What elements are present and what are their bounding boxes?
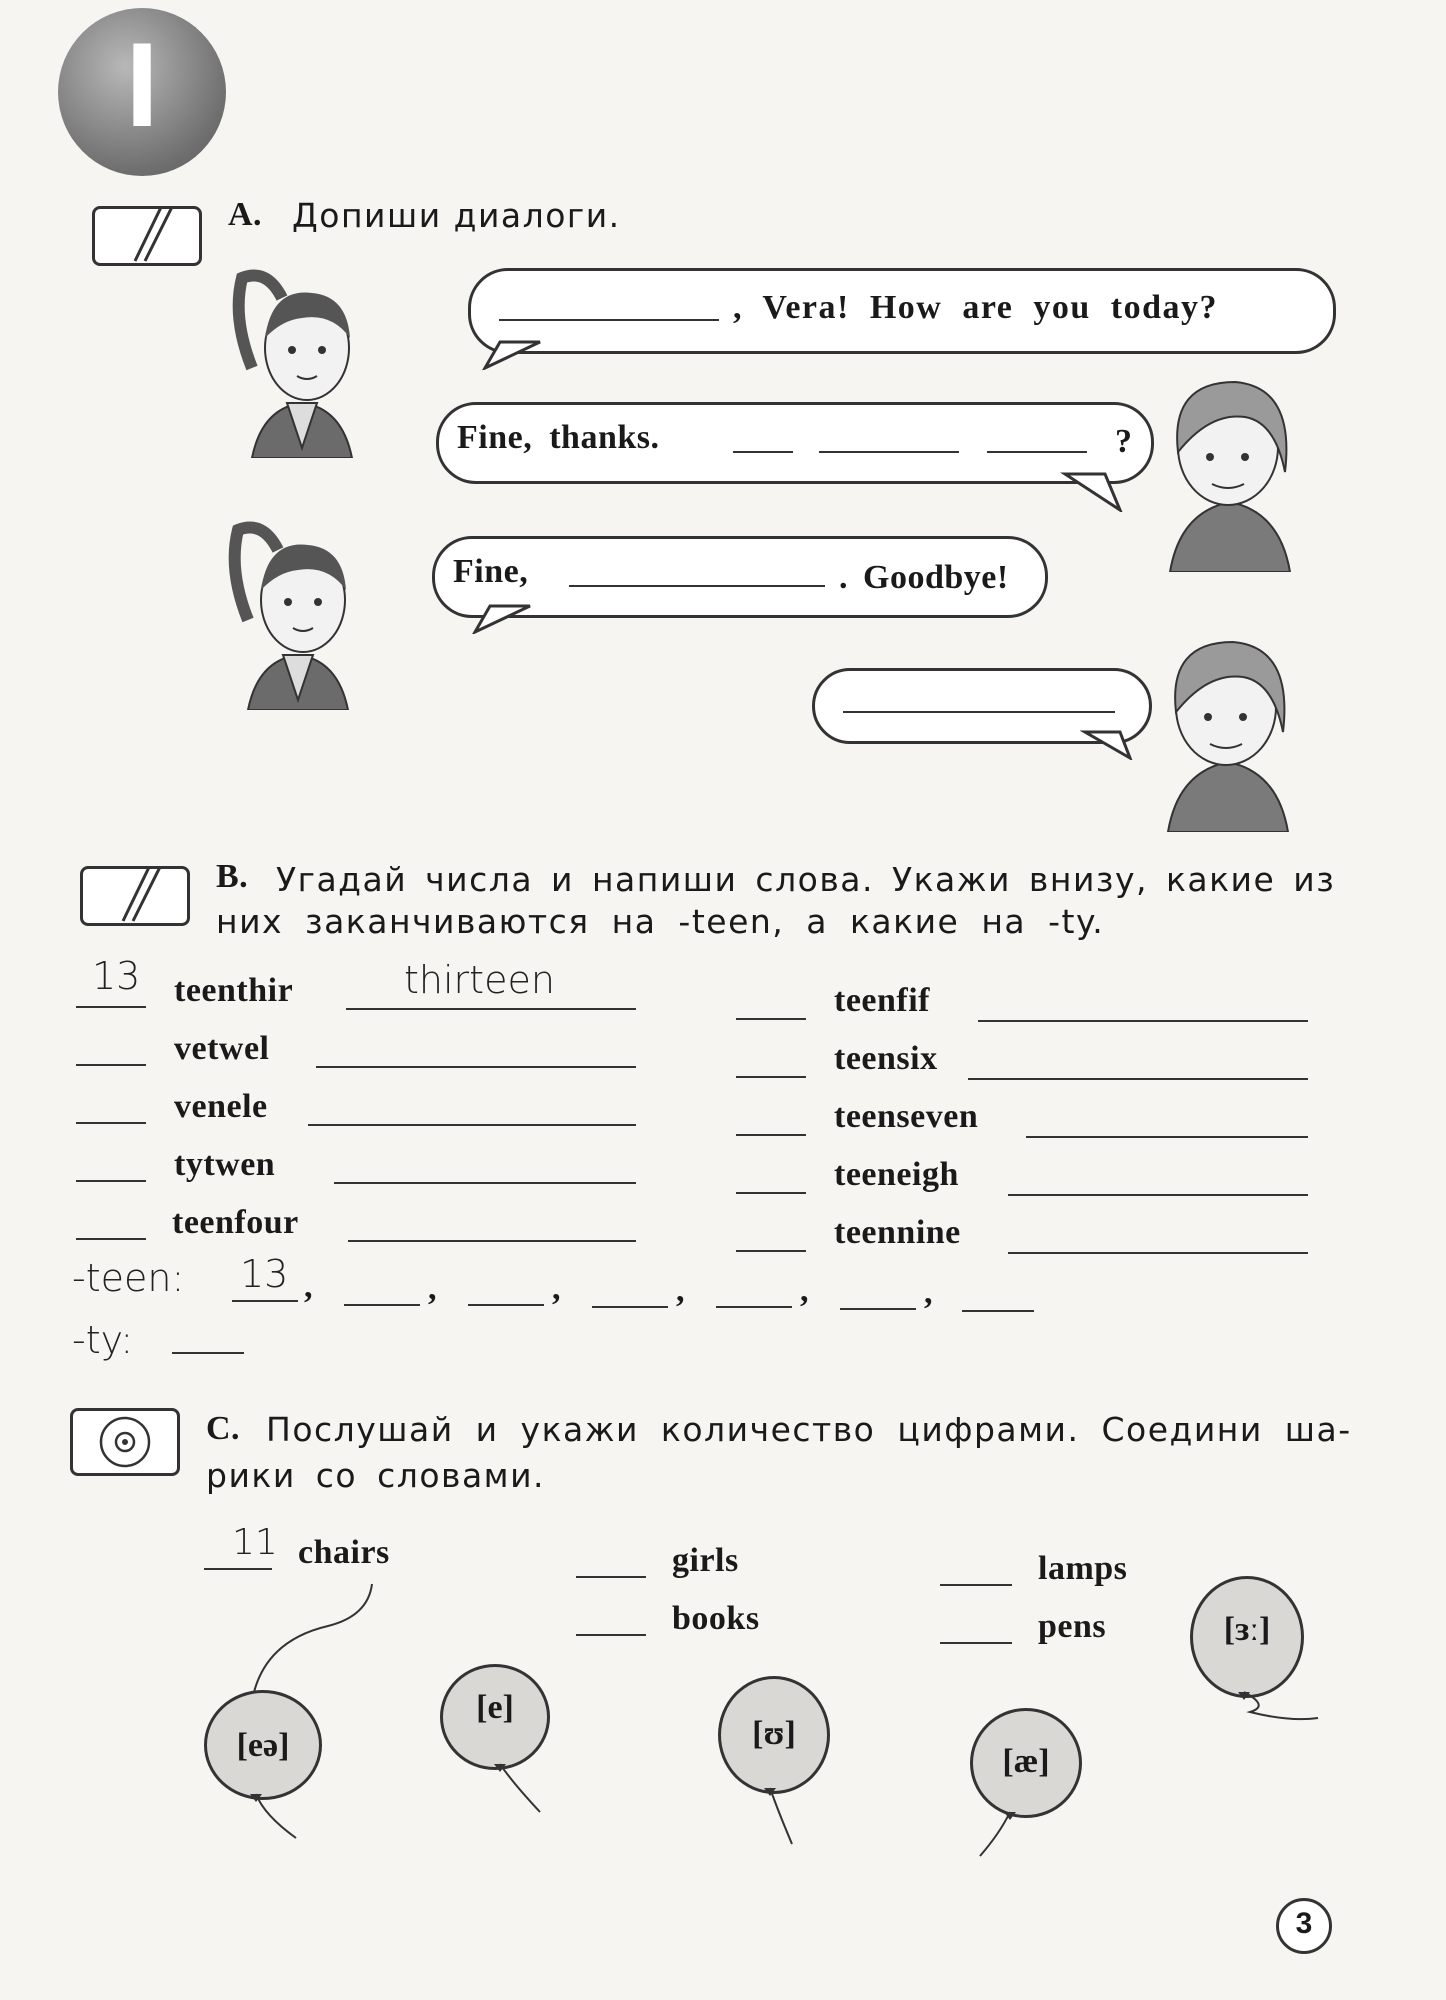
ty-label: -ty: (72, 1318, 134, 1362)
bubble-3-text-2: . Goodbye! (839, 559, 1009, 596)
girl-illustration (218, 510, 378, 710)
section-b-instruction-line-2: них заканчиваются на -teen, а какие на -ty. (216, 902, 1105, 941)
bubble-1-text: , Vera! How are you today? (733, 289, 1219, 326)
unit-marker-text: I (125, 18, 159, 152)
balloon-label: [ʊ] (752, 1715, 796, 1752)
answer-blank[interactable] (843, 711, 1115, 713)
scrambled-list-right (736, 972, 1326, 1272)
connecting-line (248, 1580, 408, 1700)
scrambled-word: teenfour (172, 1204, 299, 1241)
answer-blank[interactable] (716, 1306, 792, 1308)
answer-blank[interactable] (987, 451, 1087, 453)
scrambled-word: teenthir (174, 972, 294, 1009)
answer-blank[interactable] (468, 1304, 544, 1306)
answer-blank[interactable] (172, 1352, 244, 1354)
bubble-2-text: Fine, thanks. (457, 419, 660, 456)
count-word: pens (1038, 1608, 1107, 1645)
section-c-letter: C. (206, 1410, 241, 1447)
balloon-label: [e] (476, 1689, 514, 1726)
count-word: lamps (1038, 1550, 1128, 1587)
answer-blank[interactable] (962, 1310, 1034, 1312)
writing-task-icon (92, 206, 202, 266)
scrambled-list-left (76, 954, 646, 1260)
count-item (940, 1544, 1160, 1600)
count-item (940, 1602, 1140, 1658)
balloon[interactable] (1190, 1576, 1320, 1726)
answer-blank[interactable] (232, 1300, 298, 1302)
answer-blank[interactable] (344, 1304, 420, 1306)
list-item (76, 1076, 646, 1134)
girl-illustration (222, 258, 382, 458)
count-word: girls (672, 1542, 739, 1579)
balloon-label: [eə] (236, 1727, 290, 1764)
section-c-instruction-line-1: Послушай и укажи количество цифрами. Соедини ша- (266, 1410, 1352, 1449)
count-item (576, 1536, 776, 1592)
list-item (736, 1030, 1326, 1088)
count-item (576, 1594, 796, 1650)
balloon[interactable] (970, 1708, 1090, 1858)
count-word: chairs (298, 1534, 390, 1571)
bubble-tail (1060, 472, 1130, 512)
bubble-tail (1080, 730, 1140, 760)
word-answer[interactable]: thirteen (404, 958, 555, 1002)
answer-blank[interactable] (840, 1308, 916, 1310)
answer-blank[interactable] (499, 319, 719, 321)
list-item (76, 1018, 646, 1076)
list-item (736, 1088, 1326, 1146)
section-a-instruction: Допиши диалоги. (292, 196, 621, 235)
speech-bubble-1 (468, 268, 1336, 354)
scrambled-word: vetwel (174, 1030, 270, 1067)
scrambled-word: teenfif (834, 982, 931, 1019)
page-number (1276, 1898, 1332, 1954)
answer-blank[interactable] (592, 1306, 668, 1308)
bubble-tail (480, 340, 550, 370)
number-answer[interactable]: 13 (92, 954, 141, 998)
writing-task-icon (80, 866, 190, 926)
woman-illustration (1148, 622, 1308, 832)
bubble-2-end: ? (1115, 423, 1133, 460)
list-item (736, 972, 1326, 1030)
scrambled-word: venele (174, 1088, 268, 1125)
section-b-instruction-line-1: Угадай числа и напиши слова. Укажи внизу, какие из (276, 860, 1336, 899)
list-item (76, 1192, 646, 1250)
count-word: books (672, 1600, 760, 1637)
answer-blank[interactable] (819, 451, 959, 453)
section-c-instruction-line-2: рики со словами. (206, 1456, 546, 1495)
balloon-label: [æ] (1002, 1743, 1050, 1780)
scrambled-word: teensix (834, 1040, 938, 1077)
answer-blank[interactable] (569, 585, 825, 587)
bubble-tail (470, 604, 540, 634)
bubble-3-text-1: Fine, (453, 553, 529, 590)
balloon[interactable] (204, 1690, 324, 1840)
balloon[interactable] (440, 1664, 560, 1814)
scrambled-word: tytwen (174, 1146, 276, 1183)
unit-marker (58, 8, 226, 176)
teen-label: -teen: (72, 1256, 185, 1300)
scrambled-word: teeneigh (834, 1156, 959, 1193)
count-item (204, 1522, 444, 1584)
scrambled-word: teenseven (834, 1098, 979, 1135)
section-b-letter: B. (216, 858, 249, 895)
woman-illustration (1150, 362, 1310, 572)
cd-audio-icon (70, 1408, 180, 1476)
list-item (736, 1204, 1326, 1262)
answer-blank[interactable] (733, 451, 793, 453)
balloon-label: [ɜː] (1223, 1611, 1271, 1648)
section-a-letter: A. (228, 196, 263, 233)
page-number-text: 3 (1295, 1907, 1313, 1940)
workbook-page: I A. Допиши диалоги. , Vera! How are you today? Fine, thanks. ? Fine, . Goodbye! B. Угадай числа и напиши слова. Укажи внизу, какие из них заканчиваются на -teen, а какие на -ty. 13 teenthir thirteen vetwel venele tytwen teenfour teenfif teensix teenseven teeneigh teennine -teen: 13 , , , , , , -ty: C. Послушай и укажи количество цифрами. Соедини ша- рики со словами. 11 chairs girls books lamps pens [eə] [e] [ʊ] [æ] [ɜː] 3 (0, 0, 1446, 2000)
scrambled-word: teennine (834, 1214, 961, 1251)
balloon[interactable] (718, 1676, 838, 1846)
speech-bubble-2 (436, 402, 1154, 484)
teen-answer-1[interactable]: 13 (240, 1252, 289, 1296)
count-answer[interactable]: 11 (232, 1522, 278, 1563)
list-item (76, 954, 646, 1018)
list-item (76, 1134, 646, 1192)
list-item (736, 1146, 1326, 1204)
